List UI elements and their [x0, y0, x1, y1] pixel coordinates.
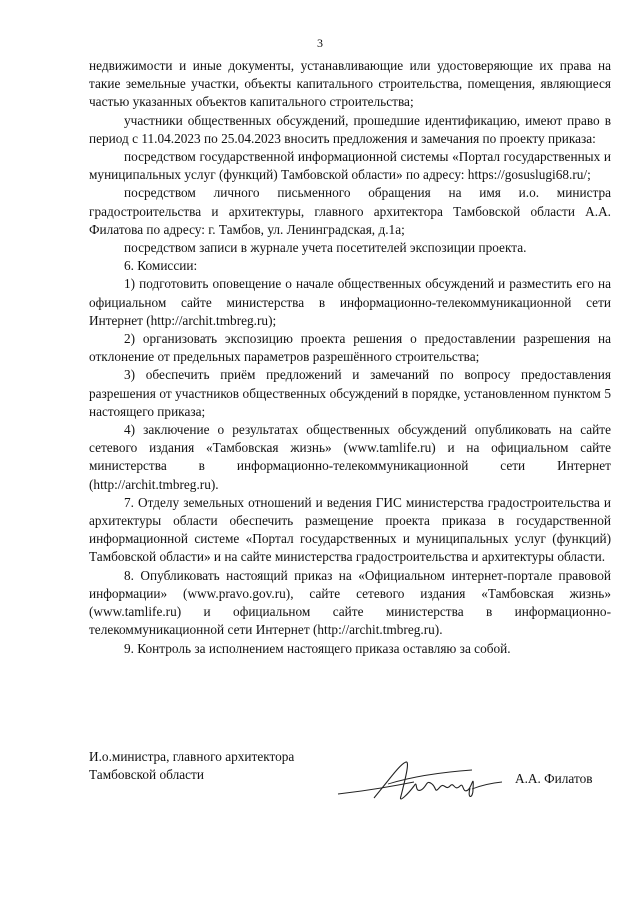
paragraph-item-6-1: 1) подготовить оповещение о начале общественных обсуждений и разместить его на официальном сайте министерства в информационно-телекоммуникационной сети Интернет (http://archit.tmbreg.ru);: [89, 276, 611, 328]
handwritten-signature: [334, 760, 504, 808]
paragraph-item-8: 8. Опубликовать настоящий приказ на «Официальном интернет-портале правовой информации» (www.pravo.gov.ru), сайте сетевого издания «Тамбовская жизнь» (www.tamlife.ru) и официальном сайте министерства в информационно-телекоммуникационной сети Интернет (http://archit.tmbreg.ru).: [89, 567, 611, 638]
paragraph-item-6-2: 2) организовать экспозицию проекта решения о предоставлении разрешения на отклонение от предельных параметров разрешённого строительства;: [89, 331, 611, 365]
paragraph-item-9: 9. Контроль за исполнением настоящего приказа оставляю за собой.: [124, 640, 511, 656]
signatory-position-line2: Тамбовской области: [89, 767, 204, 782]
paragraph-item-6-3: 3) обеспечить приём предложений и замечаний по вопросу предоставления разрешения от участников общественных обсуждений в порядке, установленном пунктом 5 настоящего приказа;: [89, 367, 611, 419]
signatory-position: [89, 748, 349, 784]
signatory-position-line1: И.о.министра, главного архитектора: [89, 749, 295, 764]
paragraph-via-letter: посредством личного письменного обращения на имя и.о. министра градостроительства и архитектуры, главного архитектора Тамбовской области А.А. Филатова по адресу: г. Тамбов, ул. Ленинградская, д.1а;: [89, 185, 611, 237]
paragraph-via-portal: посредством государственной информационной системы «Портал государственных и муниципальных услуг (функций) Тамбовской области» по адресу: https://gosuslugi68.ru/;: [89, 149, 611, 183]
paragraph-item-7: 7. Отделу земельных отношений и ведения ГИС министерства градостроительства и архитектуры области обеспечить размещение проекта приказа в государственной информационной системе «Портал государственных и муниципальных услуг (функций) Тамбовской области» и на сайте министерства градостроительства и архитектуры области.: [89, 494, 611, 565]
paragraph-via-journal: посредством записи в журнале учета посетителей экспозиции проекта.: [124, 240, 527, 256]
paragraph-participants-rights: участники общественных обсуждений, прошедшие идентификацию, имеют право в период с 11.04.2023 по 25.04.2023 вносить предложения и замечания по проекту приказа:: [89, 112, 611, 146]
paragraph-item-6: 6. Комиссии:: [124, 258, 198, 274]
paragraph-item-6-4: 4) заключение о результатах общественных обсуждений опубликовать на сайте сетевого издания «Тамбовская жизнь» (www.tamlife.ru) и на официальном сайте министерства в информационно-телекоммуникационной сети Интернет (http://archit.tmbreg.ru).: [89, 422, 611, 492]
page-number: 3: [317, 36, 323, 50]
document-body: [89, 57, 611, 658]
signatory-name: А.А. Филатов: [515, 771, 593, 786]
paragraph-continuation: недвижимости и иные документы, устанавливающие или удостоверяющие их права на такие земельные участки, объекты капитального строительства, помещения, являющиеся частью указанных объектов капитального строительства;: [89, 58, 611, 110]
